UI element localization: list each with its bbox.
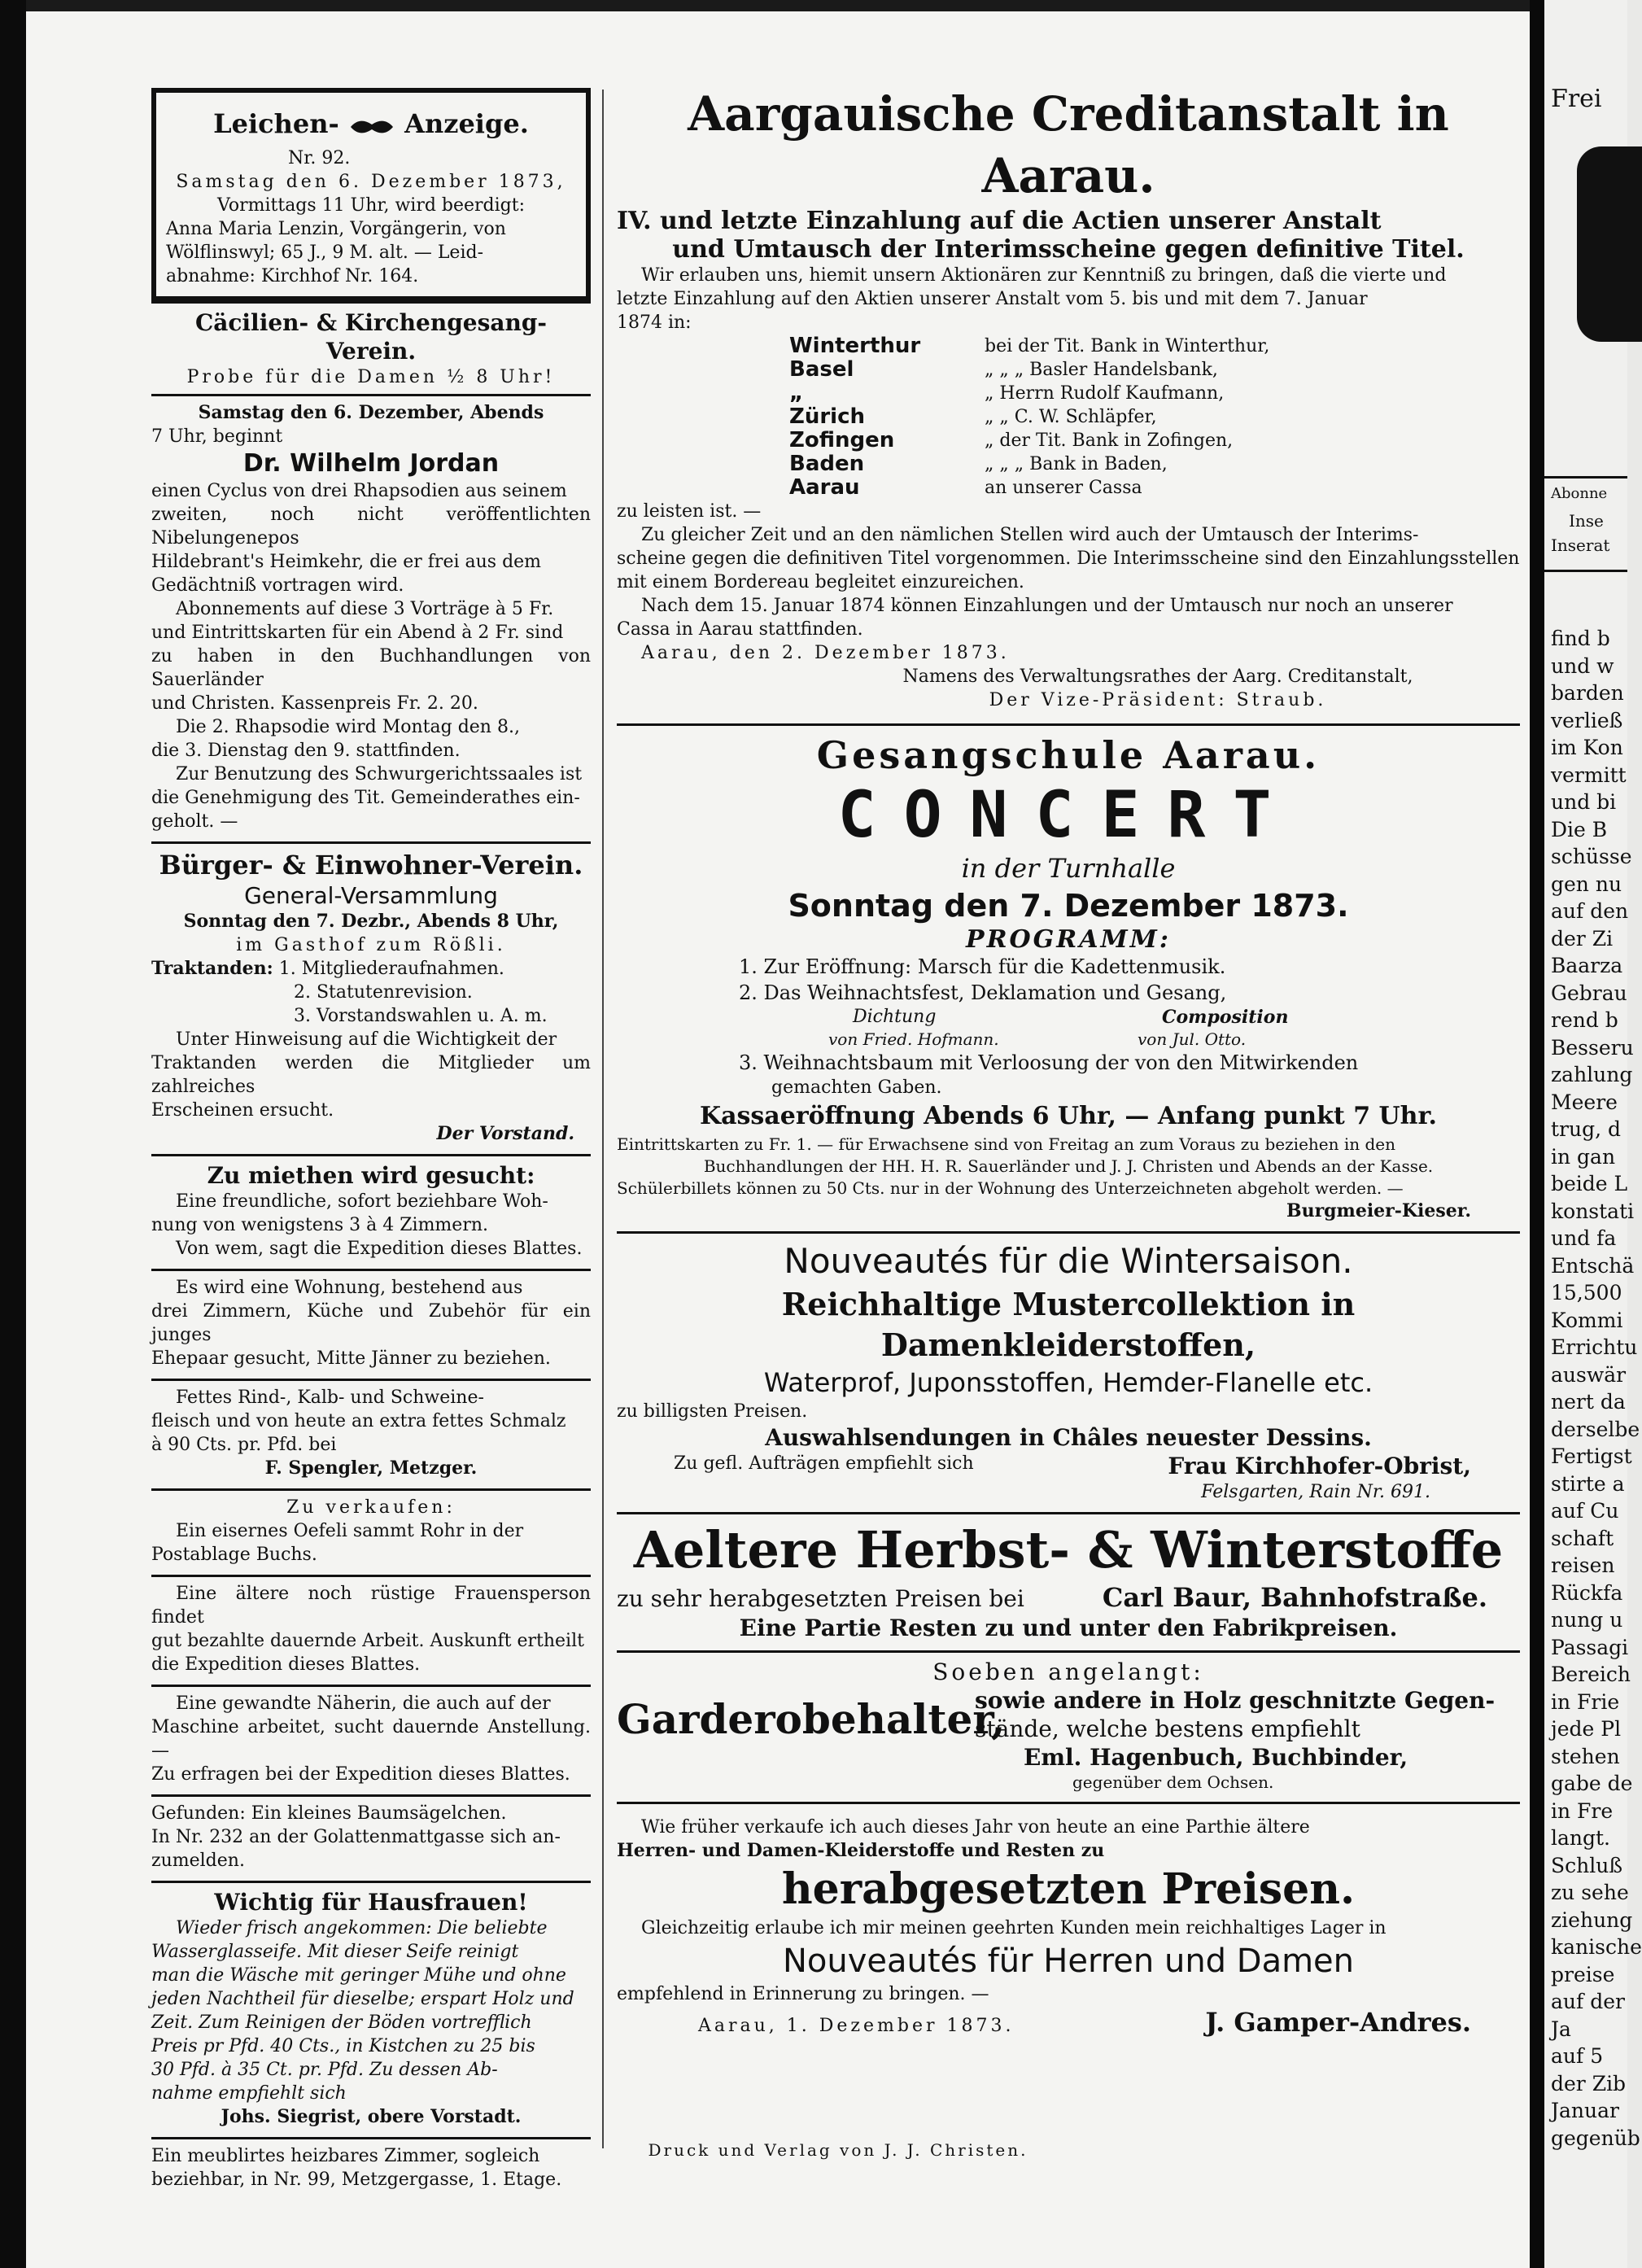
ad-line: nahme empfiehlt sich <box>151 2083 347 2104</box>
ad-line: Zu gefl. Aufträgen empfiehlt sich <box>674 1453 974 1474</box>
speaker-name: Dr. Wilhelm Jordan <box>242 449 500 478</box>
next-page-text: Inserat <box>1551 535 1610 555</box>
ad-line: Auswahlsendungen in Châles neuester Dessins. <box>765 1424 1372 1451</box>
concert-date: Sonntag den 7. Dezember 1873. <box>788 888 1349 924</box>
next-page-line: auf 5 <box>1551 2044 1604 2068</box>
ad-line: Eine Partie Resten zu und unter den Fabrikpreisen. <box>739 1615 1398 1641</box>
ad-line: In Nr. 232 an der Golattenmattgasse sich an- <box>151 1827 561 1847</box>
place-name: Zofingen <box>789 428 895 452</box>
program-item: gemachten Gaben. <box>771 1077 942 1098</box>
next-page-line: der Zi <box>1551 926 1614 950</box>
ad-line: Traktanden werden die Mitglieder um zahlreiches <box>151 1053 591 1097</box>
ad-line: Gleichzeitig erlaube ich mir meinen geehrten Kunden mein reichhaltiges Lager in <box>641 1918 1387 1938</box>
next-page-line: gegenüb <box>1551 2126 1640 2150</box>
next-page-line: preise <box>1551 1962 1615 1986</box>
next-page-line: auf den <box>1551 899 1629 923</box>
ad-line: Gefunden: Ein kleines Baumsägelchen. <box>151 1803 507 1824</box>
next-page-line: zu sehe <box>1551 1881 1629 1904</box>
next-page-masthead-letter <box>1577 146 1642 342</box>
ad-line: scheine gegen die definitiven Titel vorgenommen. Die Interimsscheine sind den Einzahlungsstellen <box>617 548 1520 569</box>
ad-signature: J. Gamper-Andres. <box>1205 2007 1471 2038</box>
next-page-line: Ja <box>1551 2017 1571 2041</box>
program-item: 2. Das Weihnachtsfest, Deklamation und Gesang, <box>739 981 1227 1004</box>
next-page-line: Entschä <box>1551 1253 1635 1278</box>
concert-times: Kassaeröffnung Abends 6 Uhr, — Anfang punkt 7 Uhr. <box>700 1102 1437 1130</box>
ad-line: Die 2. Rhapsodie wird Montag den 8., <box>176 717 520 737</box>
ad-line: Zeit. Zum Reinigen der Böden vortrefflich <box>151 2012 532 2033</box>
concert-heading: CONCERT <box>837 779 1299 852</box>
ad-line: Samstag den 6. Dezember, Abends <box>198 402 544 423</box>
ad-line: zu billigsten Preisen. <box>617 1401 808 1422</box>
wohnung-ad <box>151 1269 591 1379</box>
ad-line: beziehbar, in Nr. 99, Metzgergasse, 1. Etage. <box>151 2170 562 2190</box>
next-page-line: Errichtu <box>1551 1335 1638 1359</box>
ad-line: Eintrittskarten zu Fr. 1. — für Erwachsene sind von Freitag an zum Voraus zu beziehen in den <box>617 1134 1396 1154</box>
next-page-text: Inse <box>1569 511 1604 531</box>
next-page-line: der Zib <box>1551 2071 1627 2095</box>
ad-title: Cäcilien- & Kirchengesang-Verein. <box>194 309 548 365</box>
ad-line: Waterprof, Juponsstoffen, Hemder-Flanelle etc. <box>763 1367 1373 1398</box>
next-page-line: in Fre <box>1551 1798 1614 1823</box>
ad-line: drei Zimmern, Küche und Zubehör für ein junges <box>151 1301 591 1345</box>
ad-line: im Gasthof zum Rößli. <box>236 935 506 955</box>
ad-line: Abonnements auf diese 3 Vorträge à 5 Fr. <box>176 599 554 619</box>
ad-intro: Soeben angelangt: <box>932 1658 1204 1685</box>
payment-place-row <box>617 429 1520 452</box>
frauensperson-ad <box>151 1575 591 1685</box>
ad-line: Wieder frisch angekommen: Die beliebte <box>176 1918 548 1938</box>
next-page-line: barden <box>1551 681 1624 705</box>
composition-label: Composition <box>1162 1007 1289 1028</box>
payment-place-row <box>617 334 1520 358</box>
ad-line: Erscheinen ersucht. <box>151 1100 334 1121</box>
ad-signature: Carl Baur, Bahnhofstraße. <box>1102 1582 1487 1613</box>
agenda-item: 2. Statutenrevision. <box>294 982 473 1003</box>
ad-heading: IV. und letzte Einzahlung auf die Actien unserer Anstalt <box>617 207 1382 235</box>
next-page-line: jede Pl <box>1551 1717 1622 1741</box>
ad-title: Nouveautés für die Wintersaison. <box>784 1241 1353 1281</box>
ad-line: nung von wenigstens 3 à 4 Zimmern. <box>151 1215 488 1235</box>
next-page-line: im Kon <box>1551 736 1623 759</box>
ad-line: Ein meublirtes heizbares Zimmer, sogleich <box>151 2146 540 2166</box>
ad-title: Garderobehalter, <box>617 1695 1006 1743</box>
herbst-winterstoffe-ad <box>617 1512 1520 1650</box>
ad-title: Aeltere Herbst- & Winterstoffe <box>633 1520 1504 1580</box>
ad-line: fleisch und von heute an extra fettes Schmalz <box>151 1411 566 1431</box>
payment-place-row <box>617 405 1520 429</box>
ad-line: man die Wäsche mit geringer Mühe und ohne <box>151 1965 566 1986</box>
divider <box>1544 476 1627 479</box>
ad-signature: F. Spengler, Metzger. <box>264 1457 478 1479</box>
next-page-line: Rückfa <box>1551 1580 1623 1605</box>
ad-row <box>617 2006 1520 2039</box>
next-page-line: auswär <box>1551 1362 1627 1387</box>
ad-line: Wir erlauben uns, hiemit unsern Aktionären zur Kenntniß zu bringen, daß die vierte und <box>641 265 1447 286</box>
place-bank: bei der Tit. Bank in Winterthur, <box>985 336 1270 356</box>
place-bank: an unserer Cassa <box>985 478 1142 498</box>
next-page-line: gen nu <box>1551 872 1622 896</box>
death-notice-line: Anna Maria Lenzin, Vorgängerin, von <box>166 219 506 239</box>
ad-heading: Nouveautés für Herren und Damen <box>782 1942 1355 1980</box>
ad-line: Von wem, sagt die Expedition dieses Blattes. <box>176 1239 583 1259</box>
printer-imprint: Druck und Verlag von J. J. Christen. <box>648 2140 1028 2160</box>
ad-line: Buchhandlungen der HH. H. R. Sauerländer und J. J. Christen und Abends an der Kasse. <box>703 1156 1434 1176</box>
ad-line: zu sehr herabgesetzten Preisen bei <box>617 1585 1024 1612</box>
ad-line: die 3. Dienstag den 9. stattfinden. <box>151 741 461 761</box>
ad-footer-row <box>617 1452 1520 1480</box>
ad-line: 7 Uhr, beginnt <box>151 426 283 447</box>
verkaufen-ad <box>151 1488 591 1575</box>
next-page-line: Fertigst <box>1551 1444 1632 1468</box>
next-page-line: schaft <box>1551 1526 1614 1550</box>
ad-title: Wichtig für Hausfrauen! <box>214 1889 528 1916</box>
ad-line: zu leisten ist. — <box>617 501 762 522</box>
place-name: Aarau <box>789 475 860 500</box>
ad-line: Probe für die Damen ½ 8 Uhr! <box>186 367 556 387</box>
divider <box>151 394 591 396</box>
ad-line: stände, welche bestens empfiehlt <box>975 1715 1360 1742</box>
caecilien-ad <box>151 301 591 841</box>
ad-signature: Der Vize-Präsident: Straub. <box>989 690 1327 710</box>
nouveautes-ad <box>617 1231 1520 1512</box>
next-page-line: Kommi <box>1551 1308 1623 1332</box>
page-gutter <box>1530 0 1544 2268</box>
ad-title: Bürger- & Einwohner-Verein. <box>159 850 583 881</box>
ad-subtitle: General-Versammlung <box>244 882 498 909</box>
ad-line: Nach dem 15. Januar 1874 können Einzahlungen und der Umtausch nur noch an unserer <box>641 596 1453 616</box>
next-page-line: in gan <box>1551 1144 1616 1169</box>
ad-line: mit einem Bordereau begleitet einzureichen. <box>617 572 1024 592</box>
ad-title: Aargauische Creditanstalt in Aarau. <box>688 86 1449 203</box>
program-item: 3. Weihnachtsbaum mit Verloosung der von den Mitwirkenden <box>739 1051 1359 1074</box>
concert-venue: in der Turnhalle <box>961 853 1176 884</box>
death-notice-number: Nr. 92. <box>288 148 351 168</box>
place-bank: „ „ C. W. Schläpfer, <box>985 407 1157 427</box>
komponist-name: von Jul. Otto. <box>1138 1029 1247 1049</box>
ad-date: Aarau, den 2. Dezember 1873. <box>641 643 1010 663</box>
next-page-line: reisen <box>1551 1554 1615 1577</box>
place-bank: „ der Tit. Bank in Zofingen, <box>985 430 1234 451</box>
ad-line: Zu gleicher Zeit und an den nämlichen Stellen wird auch der Umtausch der Interims- <box>641 525 1419 545</box>
next-page-line: Januar <box>1551 2099 1619 2122</box>
next-page-line: und fa <box>1551 1226 1617 1250</box>
next-page-line: stehen <box>1551 1744 1620 1768</box>
next-page-line: langt. <box>1551 1826 1610 1850</box>
ad-line: Ein eisernes Oefeli sammt Rohr in der <box>176 1521 524 1541</box>
place-bank: „ „ „ Basler Handelsbank, <box>985 360 1218 380</box>
ad-date: Aarau, 1. Dezember 1873. <box>698 2016 1015 2036</box>
ad-title: Zu verkaufen: <box>286 1497 456 1518</box>
next-page-line: ziehung <box>1551 1907 1633 1932</box>
agenda-label: Traktanden: <box>151 958 273 979</box>
next-page-line: Schluß <box>1551 1853 1623 1877</box>
dichtung-label: Dichtung <box>853 1007 937 1027</box>
death-notice-line: abnahme: Kirchhof Nr. 164. <box>166 266 419 286</box>
ad-address: gegenüber dem Ochsen. <box>1072 1772 1274 1792</box>
garderobehalter-ad <box>617 1650 1520 1802</box>
buerger-verein-ad <box>151 841 591 1154</box>
next-page-line: auf Cu <box>1551 1499 1619 1523</box>
next-page-line: und bi <box>1551 790 1617 814</box>
hausfrauen-ad <box>151 1881 591 2137</box>
payment-place-row <box>617 358 1520 382</box>
next-page-line: in Frie <box>1551 1689 1620 1714</box>
next-page-line: auf der <box>1551 1990 1625 2013</box>
next-page-line: konstati <box>1551 1199 1635 1223</box>
column-divider <box>602 90 604 2148</box>
next-page-line: Bereich <box>1551 1663 1631 1686</box>
death-notice <box>151 88 591 301</box>
fleisch-ad <box>151 1379 591 1488</box>
place-bank: „ Herrn Rudolf Kaufmann, <box>985 383 1225 404</box>
ad-heading: und Umtausch der Interimsscheine gegen definitive Titel. <box>672 235 1465 264</box>
ad-heading: Reichhaltige Mustercollektion in Damenkleiderstoffen, <box>781 1286 1356 1363</box>
ad-line: Eine ältere noch rüstige Frauensperson findet <box>151 1584 591 1628</box>
next-page-line: 15,500 <box>1551 1281 1622 1304</box>
program-item: 1. Zur Eröffnung: Marsch für die Kadettenmusik. <box>739 955 1226 978</box>
payment-place-row <box>617 476 1520 500</box>
ad-line: Cassa in Aarau stattfinden. <box>617 619 863 640</box>
ad-line: Maschine arbeitet, sucht dauernde Anstellung. — <box>151 1717 591 1761</box>
ad-line: und Christen. Kassenpreis Fr. 2. 20. <box>151 693 478 714</box>
ad-line: Eine freundliche, sofort beziehbare Woh- <box>176 1191 548 1212</box>
gefunden-ad <box>151 1794 591 1881</box>
ad-signature: Frau Kirchhofer-Obrist, <box>1168 1453 1471 1479</box>
ad-line: die Genehmigung des Tit. Gemeinderathes ein- <box>151 788 580 808</box>
scan-edge-top <box>0 0 1538 11</box>
scan-edge-left <box>0 0 26 2268</box>
place-name: Winterthur <box>789 334 921 358</box>
ad-line: Schülerbillets können zu 50 Cts. nur in der Wohnung des Unterzeichneten abgeholt werden. — <box>617 1178 1404 1198</box>
next-page-line: zahlung <box>1551 1063 1633 1086</box>
ad-signature: Burgmeier-Kieser. <box>1286 1200 1471 1221</box>
next-page-line: trug, d <box>1551 1117 1621 1141</box>
ad-title: Gesangschule Aarau. <box>816 733 1321 777</box>
dichter-name: von Fried. Hofmann. <box>828 1029 999 1049</box>
next-page-line: find b <box>1551 627 1610 650</box>
divider <box>1544 570 1627 572</box>
death-notice-title-2: Anzeige. <box>404 108 529 139</box>
next-page-line: nung u <box>1551 1608 1623 1632</box>
ad-heading: herabgesetzten Preisen. <box>781 1864 1356 1914</box>
program-credits <box>617 1006 1520 1029</box>
ad-line: Sonntag den 7. Dezbr., Abends 8 Uhr, <box>183 911 559 932</box>
next-page-line: vermitt <box>1551 763 1627 787</box>
next-page-line: schüsse <box>1551 845 1632 868</box>
ad-signature: Johs. Siegrist, obere Vorstadt. <box>221 2106 522 2127</box>
next-page-line: kanische <box>1551 1935 1642 1959</box>
next-page-line: stirte a <box>1551 1471 1625 1496</box>
place-name: Basel <box>789 357 854 382</box>
ad-line: einen Cyclus von drei Rhapsodien aus seinem <box>151 481 567 501</box>
death-notice-line: Vormittags 11 Uhr, wird beerdigt: <box>216 195 526 216</box>
ad-row <box>617 1686 1520 1794</box>
death-notice-line: Wölflinswyl; 65 J., 9 M. alt. — Leid- <box>166 243 484 263</box>
ad-line: 1874 in: <box>617 312 692 333</box>
left-column <box>151 88 591 2200</box>
place-name: Baden <box>789 452 865 476</box>
ad-line: Es wird eine Wohnung, bestehend aus <box>176 1278 523 1298</box>
ad-line: à 90 Cts. pr. Pfd. bei <box>151 1435 337 1455</box>
programm-label: PROGRAMM: <box>966 925 1171 954</box>
next-page-line: beide L <box>1551 1172 1628 1195</box>
concert-ad <box>617 723 1520 1231</box>
next-page-line: gabe de <box>1551 1772 1633 1795</box>
next-page-line: derselbe <box>1551 1417 1640 1441</box>
ad-line: Wie früher verkaufe ich auch dieses Jahr von heute an eine Parthie ältere <box>641 1817 1310 1838</box>
place-bank: „ „ „ Bank in Baden, <box>985 454 1168 474</box>
ad-line: Herren- und Damen-Kleiderstoffe und Resten zu <box>617 1840 1105 1861</box>
next-page-line: verließ <box>1551 708 1623 732</box>
next-page-line: Baarza <box>1551 954 1623 977</box>
ad-line: Gedächtniß vortragen wird. <box>151 575 404 596</box>
next-page-line: rend b <box>1551 1008 1618 1032</box>
agenda-item: 3. Vorstandswahlen u. A. m. <box>294 1006 548 1026</box>
ad-line: Preis pr Pfd. 40 Cts., in Kistchen zu 25 bis <box>151 2036 535 2056</box>
ad-line: zweiten, noch nicht veröffentlichten Nibelungenepos <box>151 505 591 548</box>
creditanstalt-ad <box>617 78 1520 723</box>
ad-line: Hildebrant's Heimkehr, die er frei aus dem <box>151 552 542 572</box>
ad-line: und Eintrittskarten für ein Abend à 2 Fr. sind <box>151 623 564 643</box>
next-page-line: nert da <box>1551 1390 1626 1414</box>
ad-line: Zu erfragen bei der Expedition dieses Blattes. <box>151 1764 570 1785</box>
death-notice-date: Samstag den 6. Dezember 1873, <box>176 172 566 192</box>
ad-line: Wasserglasseife. Mit dieser Seife reinigt <box>151 1942 519 1962</box>
death-notice-title: Leichen- <box>213 108 339 139</box>
ad-address: Felsgarten, Rain Nr. 691. <box>1201 1482 1430 1502</box>
ad-line: zumelden. <box>151 1851 245 1871</box>
ad-line: sowie andere in Holz geschnitzte Gegen- <box>975 1687 1496 1714</box>
miethe-ad <box>151 1154 591 1269</box>
ad-line: die Expedition dieses Blattes. <box>151 1654 421 1675</box>
ad-line: Ehepaar gesucht, Mitte Jänner zu beziehen. <box>151 1348 551 1369</box>
ad-line: zu haben in den Buchhandlungen von Sauerländer <box>151 646 591 690</box>
next-page-line: und w <box>1551 653 1614 678</box>
place-name: „ <box>789 381 804 405</box>
right-column <box>617 78 1520 2047</box>
ad-line: geholt. — <box>151 811 238 832</box>
next-page-heading: Frei <box>1551 85 1602 113</box>
ad-signature: Eml. Hagenbuch, Buchbinder, <box>1024 1744 1408 1771</box>
next-page-fragment <box>1544 0 1642 2268</box>
next-page-line: Gebrau <box>1551 981 1627 1005</box>
payment-place-row <box>617 452 1520 476</box>
ad-signature: Der Vorstand. <box>436 1123 574 1144</box>
next-page-line: Passagi <box>1551 1635 1629 1659</box>
agenda-item: 1. Mitgliederaufnahmen. <box>278 959 504 979</box>
ad-line: gut bezahlte dauernde Arbeit. Auskunft ertheilt <box>151 1631 584 1651</box>
ad-line: empfehlend in Erinnerung zu bringen. — <box>617 1984 989 2004</box>
ornament-icon <box>347 114 396 138</box>
ad-signature: Namens des Verwaltungsrathes der Aarg. Creditanstalt, <box>902 666 1413 687</box>
ad-line: Zur Benutzung des Schwurgerichtssaales ist <box>176 764 583 784</box>
ad-line: Postablage Buchs. <box>151 1545 317 1565</box>
program-credits <box>617 1029 1520 1050</box>
ad-line: Unter Hinweisung auf die Wichtigkeit der <box>176 1029 557 1050</box>
ad-line: 30 Pfd. à 35 Ct. pr. Pfd. Zu dessen Ab- <box>151 2060 498 2080</box>
ad-line: jeden Nachtheil für dieselbe; erspart Holz und <box>151 1989 574 2009</box>
place-name: Zürich <box>789 404 866 429</box>
next-page-line: Besseru <box>1551 1035 1634 1060</box>
ad-line: Eine gewandte Näherin, die auch auf der <box>176 1693 551 1714</box>
ad-line: letzte Einzahlung auf den Aktien unserer Anstalt vom 5. bis und mit dem 7. Januar <box>617 289 1368 309</box>
next-page-line: Meere <box>1551 1090 1618 1114</box>
ad-line: Fettes Rind-, Kalb- und Schweine- <box>176 1387 484 1408</box>
next-page-text: Abonne <box>1551 485 1608 502</box>
payment-places-list <box>617 334 1520 500</box>
next-page-line: Die B <box>1551 817 1608 841</box>
payment-place-row <box>617 382 1520 405</box>
gamper-andres-ad <box>617 1802 1520 2047</box>
ad-title: Zu miethen wird gesucht: <box>207 1162 535 1189</box>
ad-row <box>617 1581 1520 1614</box>
naeherin-ad <box>151 1685 591 1794</box>
